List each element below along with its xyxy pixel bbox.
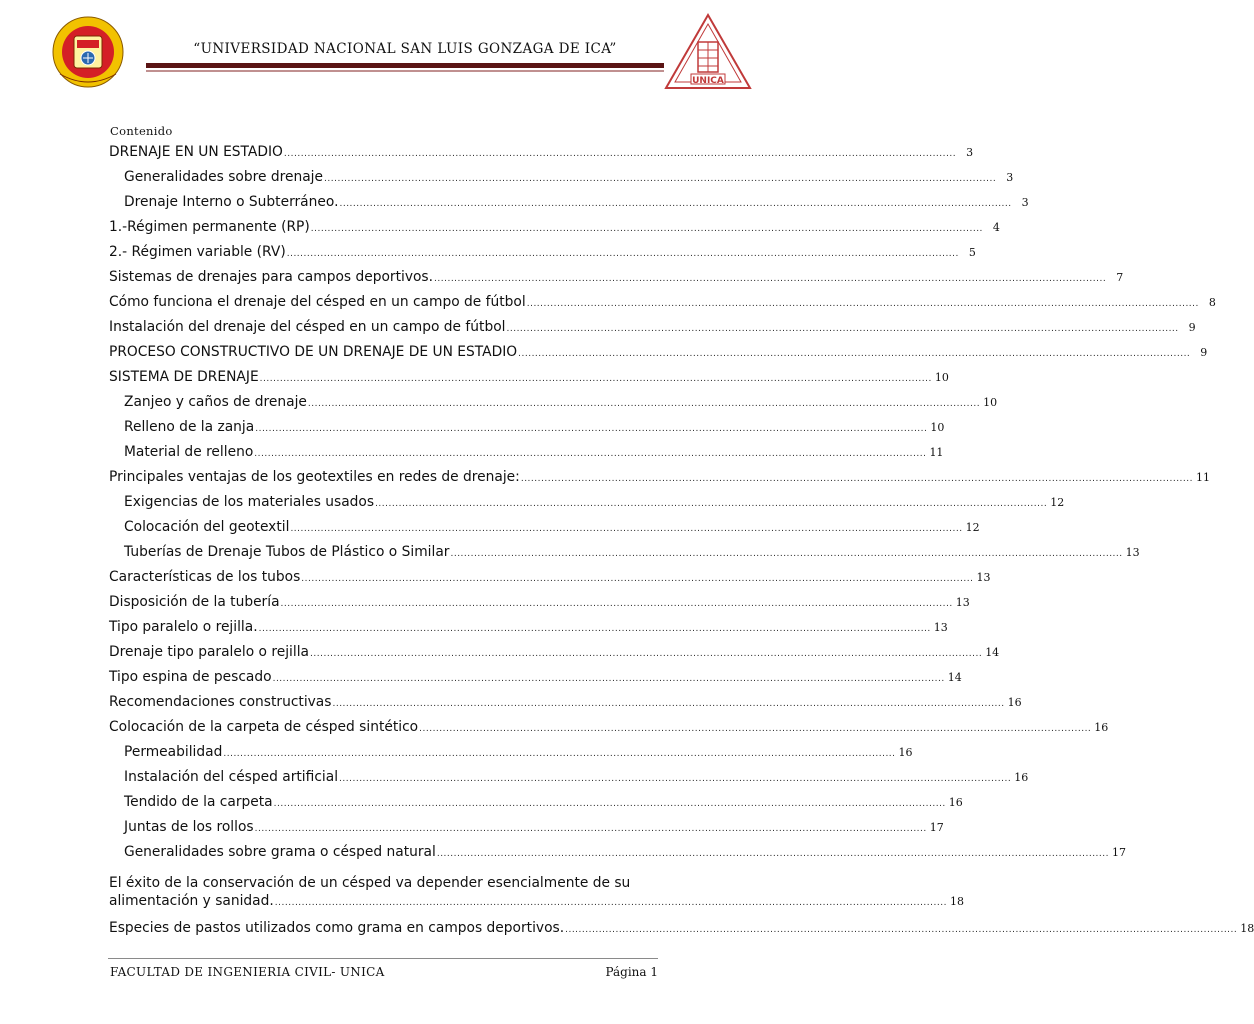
toc-entry-title: Generalidades sobre drenaje (124, 169, 324, 185)
footer-rule (108, 958, 658, 959)
toc-page-number: 13 (976, 571, 991, 584)
toc-entry[interactable] (124, 418, 945, 438)
toc-dot-leader: ........................................................................................................................................................................................................ (254, 824, 927, 834)
toc-heading: Contenido (110, 124, 173, 138)
toc-dot-leader: ........................................................................................................................................................................................................ (286, 249, 959, 259)
toc-entry-title: Permeabilidad (124, 744, 223, 760)
toc-entry[interactable] (109, 143, 974, 163)
toc-entry-title: Instalación del drenaje del césped en un campo de fútbol (109, 319, 506, 335)
toc-entry-title: Recomendaciones constructivas (109, 694, 332, 710)
toc-page-number: 16 (1007, 696, 1022, 709)
toc-page-number: 4 (992, 221, 1000, 234)
toc-entry[interactable] (124, 793, 963, 813)
svg-text:UNICA: UNICA (692, 76, 724, 86)
toc-page-number: 3 (1021, 196, 1029, 209)
toc-entry-title: PROCESO CONSTRUCTIVO DE UN DRENAJE DE UN ESTADIO (109, 344, 518, 360)
toc-entry-title: 2.- Régimen variable (RV) (109, 244, 286, 260)
toc-page-number: 16 (948, 796, 963, 809)
toc-page-number: 14 (947, 671, 962, 684)
toc-dot-leader: ........................................................................................................................................................................................................ (301, 574, 974, 584)
toc-entry[interactable] (109, 368, 949, 388)
toc-dot-leader: ........................................................................................................................................................................................................ (272, 674, 945, 684)
toc-dot-leader: ........................................................................................................................................................................................................ (280, 599, 953, 609)
toc-dot-leader: ........................................................................................................................................................................................................ (518, 349, 1191, 359)
toc-entry[interactable] (124, 193, 1029, 213)
toc-entry-title: Generalidades sobre grama o césped natural (124, 844, 436, 860)
toc-entry[interactable] (109, 243, 976, 263)
toc-dot-leader: ........................................................................................................................................................................................................ (450, 549, 1123, 559)
toc-entry[interactable] (109, 318, 1196, 338)
toc-dot-leader: ........................................................................................................................................................................................................ (436, 849, 1109, 859)
toc-dot-leader: ........................................................................................................................................................................................................ (259, 374, 932, 384)
toc-entry-title: 1.-Régimen permanente (RP) (109, 219, 310, 235)
toc-entry[interactable] (124, 168, 1014, 188)
toc-dot-leader: ........................................................................................................................................................................................................ (565, 925, 1238, 935)
toc-entry[interactable] (124, 493, 1065, 513)
toc-page-number: 13 (955, 596, 970, 609)
toc-dot-leader: ........................................................................................................................................................................................................ (290, 524, 963, 534)
toc-entry-title: El éxito de la conservación de un césped va depender esencialmente de su (109, 875, 631, 891)
toc-entry[interactable] (109, 618, 948, 638)
toc-page-number: 5 (968, 246, 976, 259)
toc-entry-title: Colocación del geotextil (124, 519, 290, 535)
toc-page-number: 18 (1240, 922, 1254, 935)
toc-entry[interactable] (109, 568, 991, 588)
toc-page-number: 9 (1200, 346, 1208, 359)
toc-dot-leader: ........................................................................................................................................................................................................ (526, 299, 1199, 309)
toc-entry-title: alimentación y sanidad. (109, 893, 274, 909)
toc-page-number: 12 (965, 521, 980, 534)
toc-entry[interactable] (109, 268, 1124, 288)
footer-faculty-name: FACULTAD DE INGENIERIA CIVIL- UNICA (110, 965, 385, 979)
toc-page-number: 16 (1014, 771, 1029, 784)
toc-page-number: 11 (1196, 471, 1210, 484)
toc-entry[interactable] (124, 518, 980, 538)
toc-dot-leader: ........................................................................................................................................................................................................ (419, 724, 1092, 734)
toc-entry-title: DRENAJE EN UN ESTADIO (109, 144, 283, 160)
toc-dot-leader: ........................................................................................................................................................................................................ (258, 624, 931, 634)
toc-dot-leader: ........................................................................................................................................................................................................ (375, 499, 1048, 509)
toc-dot-leader: ........................................................................................................................................................................................................ (324, 174, 997, 184)
toc-page-number: 16 (898, 746, 913, 759)
toc-entry-title: Especies de pastos utilizados como grama en campos deportivos. (109, 920, 565, 936)
toc-entry-title: Tendido de la carpeta (124, 794, 273, 810)
toc-entry[interactable] (124, 743, 913, 763)
toc-entry-title: Instalación del césped artificial (124, 769, 339, 785)
toc-page-number: 12 (1050, 496, 1065, 509)
toc-entry-title: Cómo funciona el drenaje del césped en un campo de fútbol (109, 294, 526, 310)
toc-entry-title: Relleno de la zanja (124, 419, 255, 435)
toc-entry[interactable] (124, 818, 944, 838)
toc-entry-title: Tipo paralelo o rejilla. (109, 619, 258, 635)
toc-dot-leader: ........................................................................................................................................................................................................ (339, 774, 1012, 784)
toc-entry[interactable] (109, 593, 970, 613)
toc-page-number: 13 (933, 621, 948, 634)
toc-entry[interactable] (109, 468, 1210, 488)
toc-entry-title: Exigencias de los materiales usados (124, 494, 375, 510)
toc-dot-leader: ........................................................................................................................................................................................................ (273, 799, 946, 809)
toc-page-number: 17 (929, 821, 944, 834)
toc-entry[interactable] (109, 718, 1109, 738)
toc-entry-title: Material de relleno (124, 444, 254, 460)
toc-dot-leader: ........................................................................................................................................................................................................ (339, 199, 1012, 209)
toc-page-number: 9 (1188, 321, 1196, 334)
toc-entry[interactable] (109, 693, 1022, 713)
toc-entry-title: Tipo espina de pescado (109, 669, 272, 685)
toc-dot-leader: ........................................................................................................................................................................................................ (307, 399, 981, 409)
toc-page-number: 3 (1006, 171, 1014, 184)
toc-dot-leader: ........................................................................................................................................................................................................ (274, 898, 947, 908)
toc-entry-title: Disposición de la tubería (109, 594, 280, 610)
toc-dot-leader: ........................................................................................................................................................................................................ (520, 474, 1193, 484)
toc-page-number: 10 (930, 421, 945, 434)
toc-dot-leader: ........................................................................................................................................................................................................ (283, 149, 957, 159)
toc-entry[interactable] (109, 218, 1000, 238)
toc-entry[interactable] (109, 643, 1000, 663)
toc-entry-title: Zanjeo y caños de drenaje (124, 394, 307, 410)
toc-page-number: 14 (985, 646, 1000, 659)
toc-entry[interactable] (124, 393, 998, 413)
toc-entry-title: Drenaje tipo paralelo o rejilla (109, 644, 310, 660)
toc-page-number: 10 (934, 371, 949, 384)
toc-page-number: 13 (1125, 546, 1140, 559)
toc-entry[interactable] (109, 293, 1216, 313)
page-header-title: “UNIVERSIDAD NACIONAL SAN LUIS GONZAGA DE ICA” (193, 41, 617, 57)
toc-entry[interactable] (124, 768, 1029, 788)
toc-page-number: 3 (966, 146, 974, 159)
toc-entry-title: Juntas de los rollos (124, 819, 254, 835)
toc-entry-title: SISTEMA DE DRENAJE (109, 369, 259, 385)
toc-page-number: 18 (949, 895, 964, 908)
toc-entry-title: Principales ventajas de los geotextiles en redes de drenaje: (109, 469, 520, 485)
toc-entry-title: Colocación de la carpeta de césped sintético (109, 719, 419, 735)
toc-entry-title: Tuberías de Drenaje Tubos de Plástico o Similar (124, 544, 450, 560)
toc-dot-leader: ........................................................................................................................................................................................................ (506, 324, 1179, 334)
toc-page-number: 8 (1208, 296, 1216, 309)
toc-entry[interactable] (124, 543, 1140, 563)
toc-dot-leader: ........................................................................................................................................................................................................ (434, 274, 1107, 284)
toc-entry-title: Drenaje Interno o Subterráneo. (124, 194, 339, 210)
toc-page-number: 16 (1094, 721, 1109, 734)
footer-page-number: Página 1 (605, 965, 658, 979)
toc-dot-leader: ........................................................................................................................................................................................................ (310, 224, 983, 234)
toc-entry[interactable] (109, 874, 964, 912)
toc-entry[interactable] (109, 343, 1208, 363)
toc-page-number: 17 (1112, 846, 1126, 859)
toc-dot-leader: ........................................................................................................................................................................................................ (332, 699, 1005, 709)
toc-entry-title: Sistemas de drenajes para campos deportivos. (109, 269, 434, 285)
toc-page-number: 10 (983, 396, 998, 409)
toc-entry[interactable] (109, 919, 1254, 939)
toc-dot-leader: ........................................................................................................................................................................................................ (223, 749, 896, 759)
toc-dot-leader: ........................................................................................................................................................................................................ (310, 649, 983, 659)
toc-page-number: 11 (929, 446, 944, 459)
toc-entry[interactable] (109, 668, 962, 688)
toc-dot-leader: ........................................................................................................................................................................................................ (254, 449, 927, 459)
toc-page-number: 7 (1116, 271, 1124, 284)
toc-entry[interactable] (124, 443, 944, 463)
toc-dot-leader: ........................................................................................................................................................................................................ (255, 424, 928, 434)
toc-entry-title: Características de los tubos (109, 569, 301, 585)
toc-entry[interactable] (124, 843, 1126, 863)
